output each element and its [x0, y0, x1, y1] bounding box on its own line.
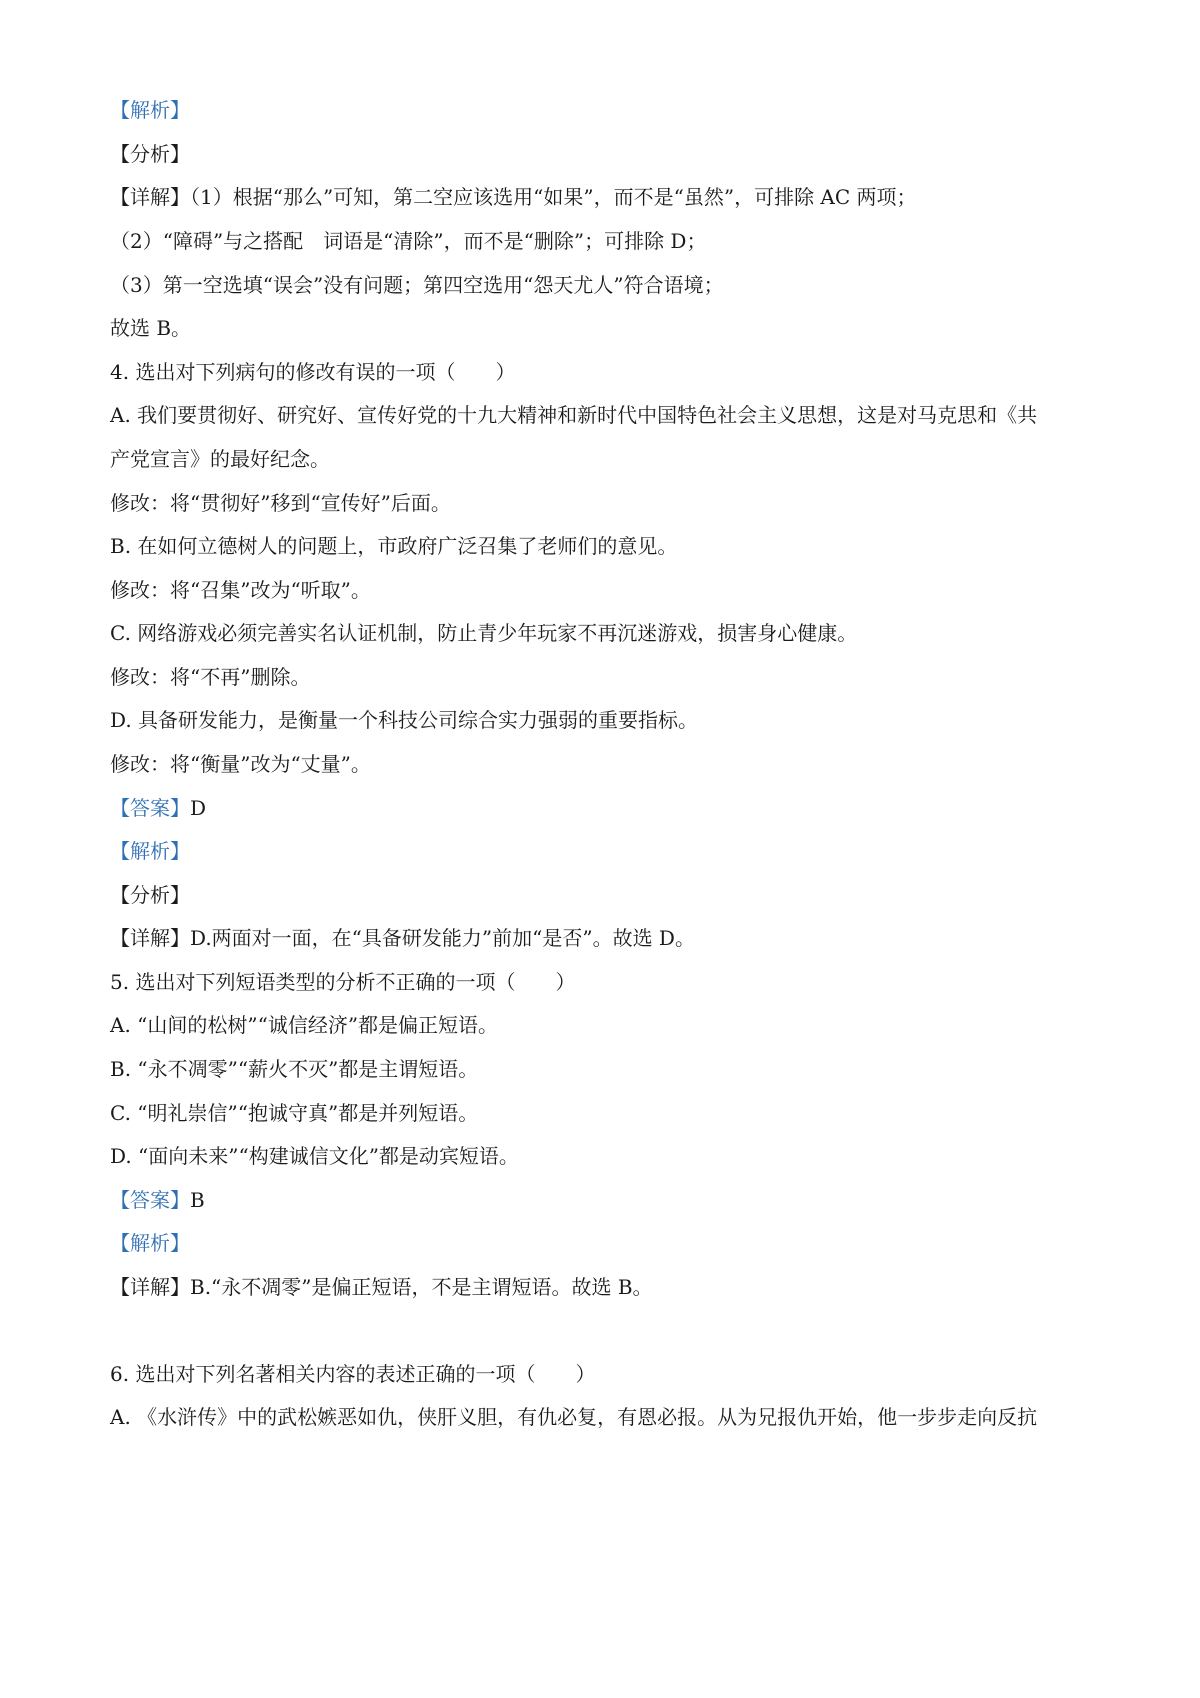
- section-tag: 【解析】: [110, 1231, 190, 1255]
- option-a: A. “山间的松树”“诚信经济”都是偏正短语。: [110, 1013, 499, 1037]
- detail-line: 【详解】B.“永不凋零”是偏正短语，不是主谓短语。故选 B。: [110, 1275, 653, 1299]
- question-6-title: 6. 选出对下列名著相关内容的表述正确的一项（ ）: [110, 1362, 596, 1386]
- option-a: A. 我们要贯彻好、研究好、宣传好党的十九大精神和新时代中国特色社会主义思想，这是对马克思和《共: [110, 403, 1038, 427]
- section-tag: 【分析】: [110, 883, 190, 907]
- section-tag: 【详解】: [110, 926, 190, 950]
- section-tag: 【详解】: [110, 185, 190, 209]
- option-d: D. “面向未来”“构建诚信文化”都是动宾短语。: [110, 1144, 519, 1168]
- option-a: A. 《水浒传》中的武松嫉恶如仇，侠肝义胆，有仇必复，有恩必报。从为兄报仇开始，他一步步走向反抗: [110, 1405, 1038, 1429]
- analysis-label: [110, 1229, 1110, 1257]
- section-tag: 【解析】: [110, 98, 190, 122]
- text-line: （3）第一空选填“误会”没有问题；第四空选用“怨天尤人”符合语境；: [110, 273, 724, 297]
- option-a-continued: 产党宣言》的最好纪念。: [110, 447, 330, 471]
- section-tag: 【解析】: [110, 839, 190, 863]
- revision-line: 修改：将“衡量”改为“丈量”。: [110, 752, 371, 776]
- breakdown-label: [110, 881, 1110, 909]
- option-c: C. “明礼崇信”“抱诚守真”都是并列短语。: [110, 1101, 479, 1125]
- option-d: D. 具备研发能力，是衡量一个科技公司综合实力强弱的重要指标。: [110, 708, 699, 732]
- analysis-label: [110, 837, 1110, 865]
- section-tag: 【答案】: [110, 1188, 190, 1212]
- section-tag: 【详解】: [110, 1275, 190, 1299]
- option-c: C. 网络游戏必须完善实名认证机制，防止青少年玩家不再沉迷游戏，损害身心健康。: [110, 621, 858, 645]
- breakdown-label: [110, 140, 1110, 168]
- option-b: B. 在如何立德树人的问题上，市政府广泛召集了老师们的意见。: [110, 534, 678, 558]
- text-line: （2）“障碍”与之搭配 词语是“清除”，而不是“删除”；可排除 D；: [110, 229, 707, 253]
- answer-label: 【答案】B: [110, 1188, 205, 1212]
- detail-line: 【详解】D.两面对一面，在“具备研发能力”前加“是否”。故选 D。: [110, 926, 695, 950]
- section-tag: 【分析】: [110, 142, 190, 166]
- question-5-title: 5. 选出对下列短语类型的分析不正确的一项（ ）: [110, 970, 576, 994]
- question-4-title: 4. 选出对下列病句的修改有误的一项（ ）: [110, 360, 516, 384]
- option-b: B. “永不凋零”“薪火不灭”都是主谓短语。: [110, 1057, 479, 1081]
- revision-line: 修改：将“贯彻好”移到“宣传好”后面。: [110, 491, 451, 515]
- revision-line: 修改：将“召集”改为“听取”。: [110, 578, 371, 602]
- revision-line: 修改：将“不再”删除。: [110, 665, 311, 689]
- text-line: 故选 B。: [110, 316, 192, 340]
- analysis-label: [110, 96, 1110, 124]
- detail-line: 【详解】（1）根据“那么”可知，第二空应该选用“如果”，而不是“虽然”，可排除 AC 两项；: [110, 185, 917, 209]
- answer-label: 【答案】D: [110, 796, 207, 820]
- section-tag: 【答案】: [110, 796, 190, 820]
